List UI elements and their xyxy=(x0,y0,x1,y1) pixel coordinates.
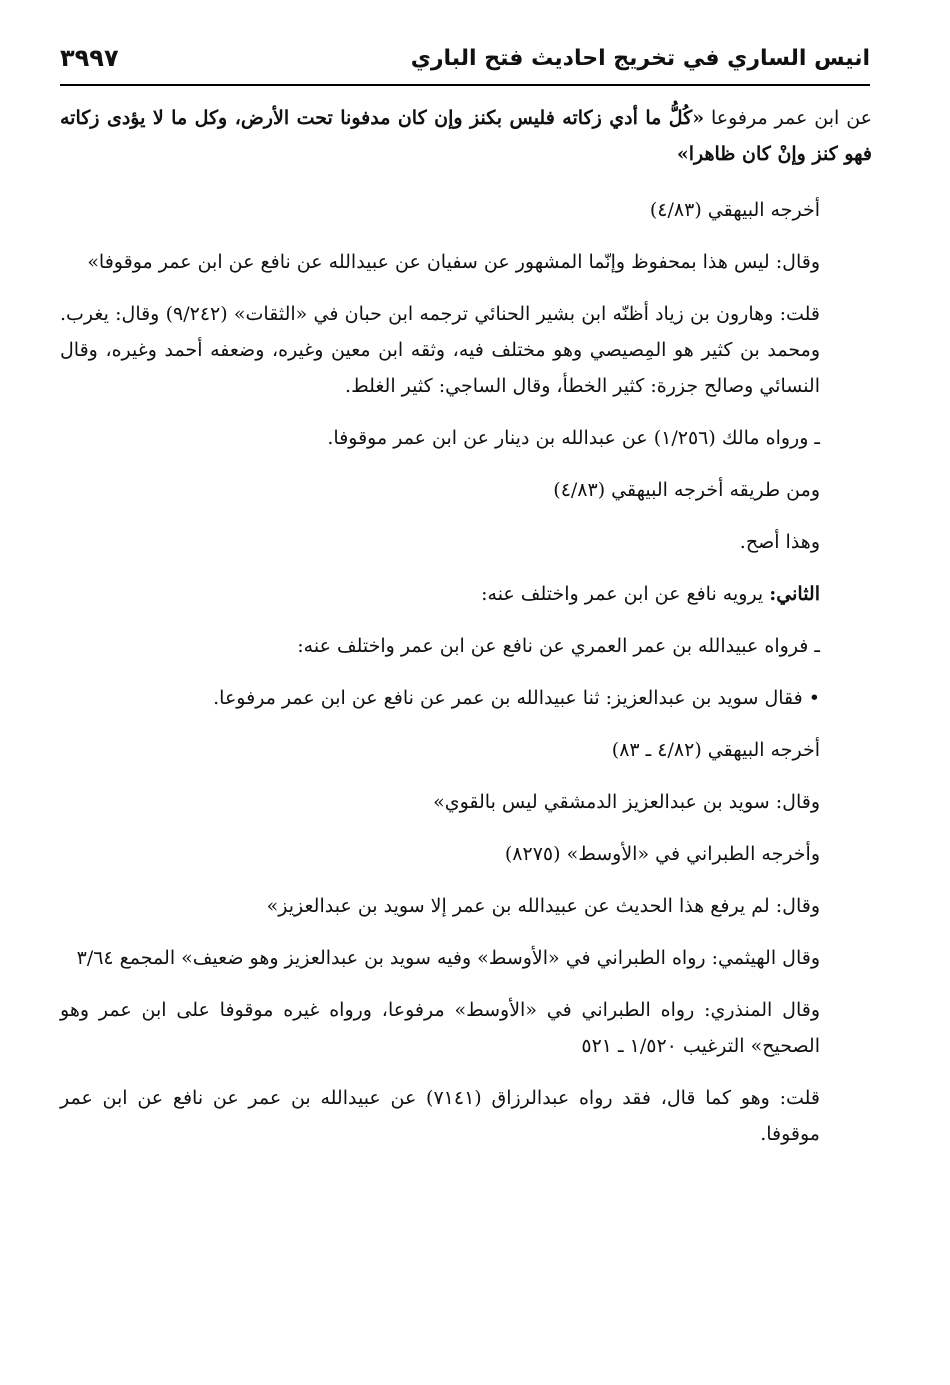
hadith-quote: «كُلُّ ما أدي زكاته فليس بكنز وإن كان مدفونا تحت الأرض، وكل ما لا يؤدى زكاته فهو كنز وإنْ كان ظاهرا» xyxy=(60,107,872,165)
bayhaqi-comment: وقال: ليس هذا بمحفوظ وإنّما المشهور عن سفيان عن عبيدالله عن نافع عن ابن عمر موقوفا» xyxy=(87,251,820,273)
book-title: انيس الساري في تخريج احاديث فتح الباري xyxy=(410,46,870,71)
author-note: قلت: وهارون بن زياد أظنّه ابن بشير الحنائي ترجمه ابن حبان في «الثقات» (٩/٢٤٢) وقال: يغرب. ومحمد بن كثير هو المِصيصي وهو مختلف فيه، وثقه ابن معين وغيره، وضعفه أحمد وغيره، وقال النسائي وصالح جزرة: كثير الخطأ، وقال الساجي: كثير الغلط. xyxy=(60,303,821,397)
verdict-line: وهذا أصح. xyxy=(739,531,820,553)
bayhaqi-via-malik: ومن طريقه أخرجه البيهقي (٤/٨٣) xyxy=(553,479,820,501)
final-note: قلت: وهو كما قال، فقد رواه عبدالرزاق (٧١٤١) عن عبيدالله بن عمر عن نافع عن ابن عمر موقوفا. xyxy=(60,1087,820,1145)
second-text: يرويه نافع عن ابن عمر واختلف عنه: xyxy=(481,583,770,605)
tabarani-citation: وأخرجه الطبراني في «الأوسط» (٨٢٧٥) xyxy=(504,843,820,865)
mundhiri-comment: وقال المنذري: رواه الطبراني في «الأوسط» مرفوعا، ورواه غيره موقوفا على ابن عمر وهو الصحيح» الترغيب ١/٥٢٠ ـ ٥٢١ xyxy=(60,999,820,1057)
citation-bayhaqi-2: أخرجه البيهقي (٤/٨٢ ـ ٨٣) xyxy=(611,739,820,761)
tabarani-comment: وقال: لم يرفع هذا الحديث عن عبيدالله بن عمر إلا سويد بن عبدالعزيز» xyxy=(266,895,820,917)
haythami-comment: وقال الهيثمي: رواه الطبراني في «الأوسط» وفيه سويد بن عبدالعزيز وهو ضعيف» المجمع ٣/٦٤ xyxy=(76,947,820,969)
bayhaqi-comment-2: وقال: سويد بن عبدالعزيز الدمشقي ليس بالقوي» xyxy=(433,791,820,813)
header-rule xyxy=(60,84,870,86)
ubaydullah-narration: ـ فرواه عبيدالله بن عمر العمري عن نافع عن ابن عمر واختلف عنه: xyxy=(297,635,820,657)
citation-bayhaqi: أخرجه البيهقي (٤/٨٣) xyxy=(649,199,820,221)
hadith-text-paragraph xyxy=(60,100,872,172)
page-body xyxy=(60,100,872,1168)
suwayd-narration: • فقال سويد بن عبدالعزيز: ثنا عبيدالله بن عمر عن نافع عن ابن عمر مرفوعا. xyxy=(213,687,820,709)
second-path-heading xyxy=(60,576,872,612)
page-header xyxy=(60,40,870,80)
page-number: ٣٩٩٧ xyxy=(60,44,119,72)
malik-narration: ـ ورواه مالك (١/٢٥٦) عن عبدالله بن دينار عن ابن عمر موقوفا. xyxy=(327,427,820,449)
second-label: الثاني: xyxy=(769,583,820,605)
hadith-intro: عن ابن عمر مرفوعا xyxy=(704,107,872,129)
